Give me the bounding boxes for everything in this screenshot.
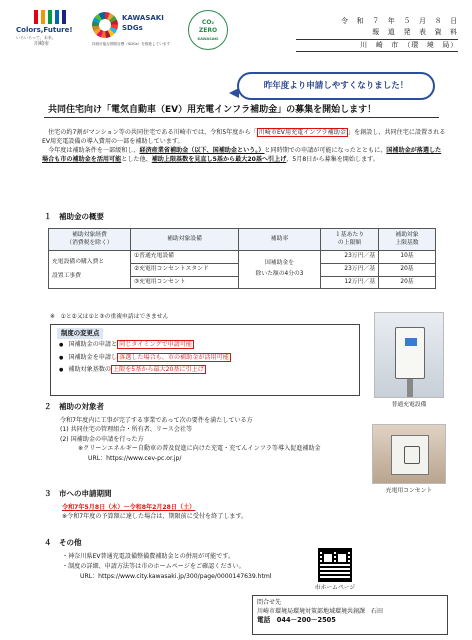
application-period: 令和7年5月8日（木）～令和8年2月28日（土） [62,504,196,511]
section-2-title: ２ 補助の対象者 [44,402,104,411]
release-dept: 川 崎 市 （環 境 局） [296,40,458,52]
list-item: ● 国補助金の申請と 同じタイミングで申請可能 [59,341,354,349]
col-equipment: 補助対象設備 [131,229,239,251]
logo-city: 川崎市 [34,40,50,47]
qr-label: 市ホームページ [314,585,356,591]
release-label: 報 道 発 表 資 料 [296,27,458,39]
col-rate: 補助率 [239,229,321,251]
co2-zero-logo [188,10,228,50]
list-item: ● 補助対象基数の 上限を5基から最大20基に引上げ [59,366,354,374]
expense-cell: 充電設備の購入費と 設置工事費 [49,251,131,289]
section-4-title: ４ その他 [44,538,82,547]
contact-label: 問合せ先 [257,599,282,606]
sdgs-caption: 持続可能な開発目標（SDGs）を推進しています [92,42,170,46]
cev-url-link[interactable]: URL：https://www.cev-pc.or.jp/ [88,454,182,462]
colors-future-logo [16,10,82,52]
eligibility-note: ※クリーンエネルギー自動車の普及促進に向けた充電・充てんインフラ等導入促進補助金 [78,445,321,453]
eligibility-lead: 令和7年度内に工事が完了する事業であって次の要件を満たしている方 [60,417,253,424]
table-note: ※ ①と②又は①と③の重複申請はできません [50,314,169,320]
logo-name: Colors,Future! [16,26,73,34]
period-note: ※令和7年度の予算額に達した場合は、期限前に受付を終了します。 [62,513,248,521]
section-2-body [60,416,360,463]
intro-paragraph-1: 住宅の約7割がマンション等の共同住宅である川崎市では、令和5年度から「 川崎市EV用充電インフラ補助金 」を創設し、共同住宅に設置されるEV用充電設備の導入費用の一部を補助しています。 [42,129,446,146]
list-item: ● 国補助金を申請し 落選した場合も、市の補助金が活用可能 [59,354,354,362]
city-url-link[interactable]: URL：https://www.city.kawasaki.jp/300/page/0000147639.html [80,572,272,580]
page-title: 共同住宅向け「電気自動車（EV）用充電インフラ補助金」の募集を開始します！ [48,105,377,115]
photo-caption-1: 普通充電設備 [391,402,427,408]
sdgs-wheel-icon [92,12,118,38]
logo-sub: いろいろって、未来。 [16,35,56,41]
section-1-title: １ 補助金の概要 [44,212,104,221]
title-underline [44,117,439,118]
equip-cell: ①普通充電設備 [131,251,239,264]
co2-line3: KAWASAKI [197,37,219,42]
qr-code-icon[interactable] [318,548,352,582]
rate-cell: 国補助金を 除いた額の4分の3 [239,251,321,289]
changes-list [59,341,354,379]
changes-title: 制度の変更点 [57,328,103,339]
eligibility-item: (1) 共同住宅の管理組合・所有者、リース会社等 [60,426,193,434]
col-limit: １基あたり の上限額 [321,229,379,251]
press-release-header [296,16,458,52]
logo-color-bars [34,10,82,24]
intro-text [42,128,446,165]
sdgs-line1: KAWASAKI [122,14,164,22]
count-cell: 20基 [379,276,436,289]
section-3-body [62,503,247,522]
changes-box [50,324,360,396]
outlet-photo [372,424,446,484]
equip-cell: ②充電用コンセントスタンド [131,263,239,276]
table-row [49,251,436,264]
limit-cell: 23万円／基 [321,251,379,264]
contact-dept: 川崎市環境局環境対策部地域環境共創課 石田 [257,608,384,615]
photo-caption-2: 充電用コンセント [385,488,433,494]
co2-line1: CO₂ [201,19,215,26]
count-cell: 20基 [379,263,436,276]
limit-cell: 23万円／基 [321,263,379,276]
callout-bubble: 昨年度より申請しやすくなりました！ [237,72,435,100]
co2-line2: ZERO [198,27,218,35]
col-count: 補助対象 上限基数 [379,229,436,251]
eligibility-item: (2) 国補助金の申請を行った方 [60,435,144,443]
other-item: ・制度の詳細、申請方法等は市のホームページをご確認ください。 [62,562,245,570]
subsidy-table [48,228,436,289]
kawasaki-sdgs-logo [92,12,182,52]
other-item: ・神奈川県EV普通充電設備整備費補助金との併用が可能です。 [62,553,235,560]
program-name-highlight: 川崎市EV用充電インフラ補助金 [258,129,346,136]
sdgs-line2: SDGs [122,24,143,32]
col-expense: 補助対象経費 （消費税を除く） [49,229,131,251]
equip-cell: ③充電用コンセント [131,276,239,289]
section-3-title: ３ 市への申請期間 [44,489,112,498]
contact-phone: 電話 044－200－2505 [257,616,336,624]
table-header-row [49,229,436,251]
normal-charger-photo [374,312,444,398]
contact-box [252,595,448,635]
intro-paragraph-2: 今年度は補助条件を一部緩和し、経済産業省補助金（以下、国補助金という。）と同時期での申請が可能になったとともに、国補助金が落選した場合も市の補助金を活用可能とした他、補助上限基数を見直し5基から最大20基へ引上げ、5月8日から募集を開始します。 [42,147,442,164]
release-date: 令 和 ７ 年 ５ 月 ８ 日 [341,17,458,25]
count-cell: 10基 [379,251,436,264]
limit-cell: 12万円／基 [321,276,379,289]
